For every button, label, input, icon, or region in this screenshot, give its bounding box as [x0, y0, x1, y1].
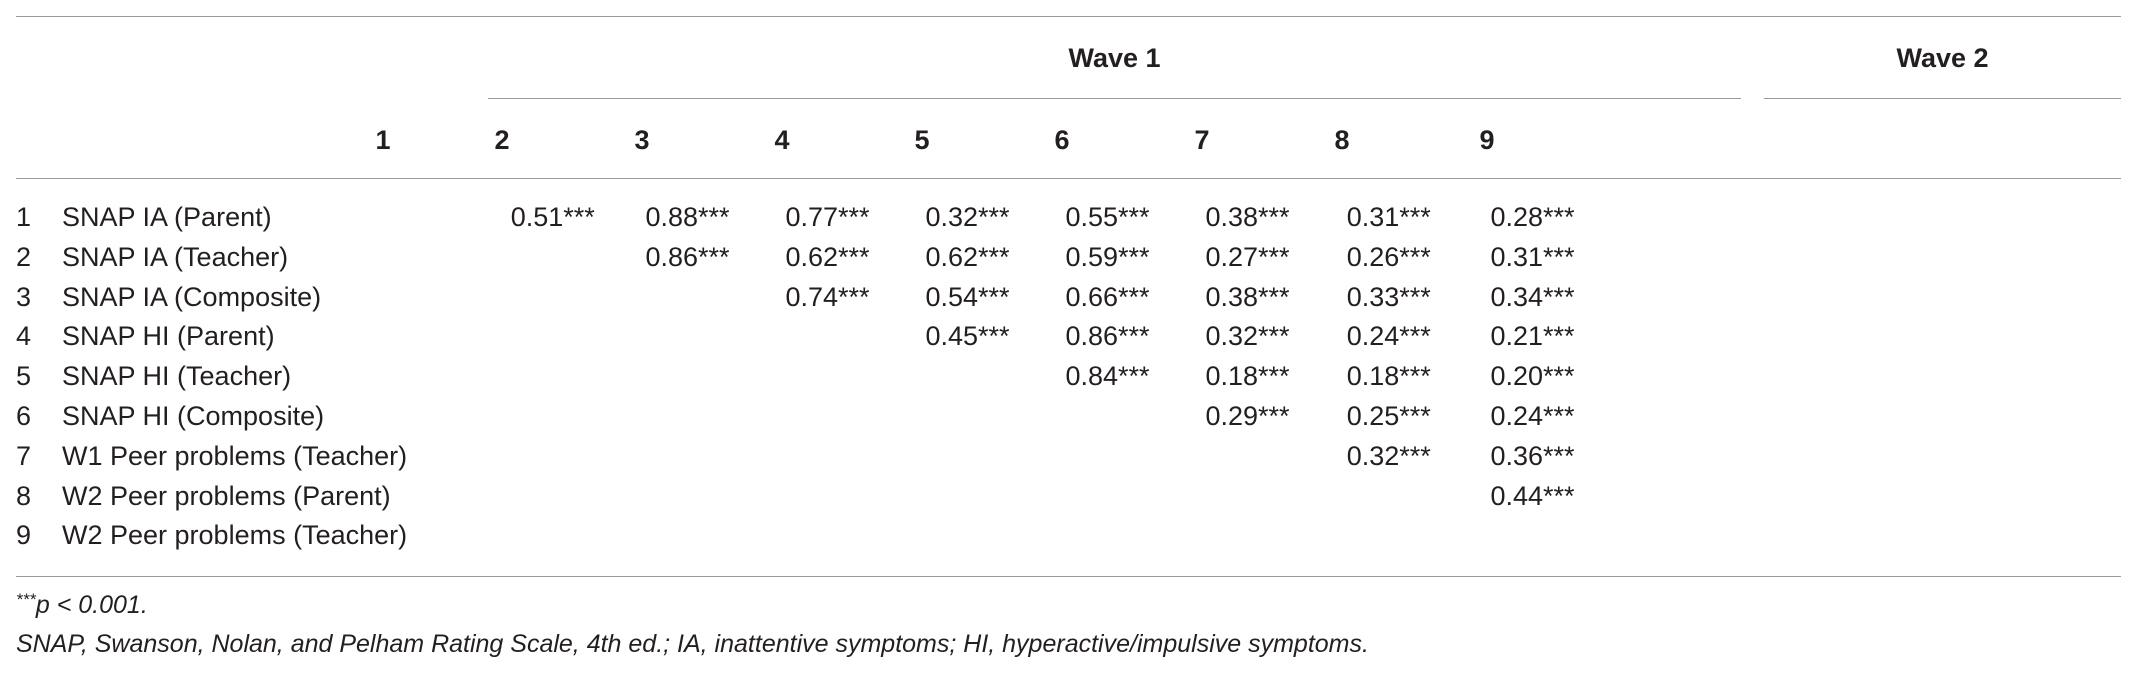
correlation-cell: 0.45***	[925, 321, 1010, 352]
correlation-cell	[488, 238, 618, 278]
correlation-cell: 0.77***	[785, 202, 870, 232]
column-header-1: 1	[375, 125, 391, 155]
table-row	[16, 516, 1605, 556]
column-header-6: 6	[1054, 125, 1070, 155]
significance-text: p < 0.001.	[35, 591, 148, 619]
correlation-cell	[1038, 397, 1178, 437]
correlation-cell: 0.62***	[925, 241, 1010, 272]
row-label: SNAP HI (Parent)	[62, 321, 275, 352]
correlation-cell	[488, 516, 618, 556]
correlation-cell: 0.38***	[1205, 202, 1290, 232]
correlation-cell: 0.32***	[1346, 440, 1431, 471]
correlation-cell	[898, 516, 1038, 556]
correlation-cell	[1038, 516, 1178, 556]
correlation-cell: 0.18***	[1346, 361, 1431, 392]
correlation-cell: 0.55***	[1065, 202, 1150, 232]
correlation-cell: 0.38***	[1205, 281, 1290, 312]
correlation-cell: 0.54***	[925, 281, 1010, 312]
table-row	[16, 278, 1605, 318]
column-header-4: 4	[774, 125, 790, 155]
correlation-cell: 0.86***	[645, 241, 730, 272]
table-top-rule	[16, 16, 2121, 17]
abbreviation-note: SNAP, Swanson, Nolan, and Pelham Rating Scale, 4th ed.; IA, inattentive symptoms; HI, hyperactive/impulsive symptoms.	[16, 630, 1369, 658]
correlation-cell	[488, 397, 618, 437]
correlation-cell	[618, 397, 758, 437]
correlation-cell	[758, 477, 898, 517]
correlation-cell: 0.24***	[1346, 321, 1431, 352]
significance-note	[16, 586, 1369, 625]
correlation-cell: 0.32***	[1205, 321, 1290, 352]
table-row	[16, 437, 1605, 477]
correlation-cell	[758, 317, 898, 357]
correlation-cell	[618, 317, 758, 357]
correlation-cell: 0.66***	[1065, 281, 1150, 312]
correlation-cell: 0.36***	[1490, 440, 1575, 471]
wave-1-header: Wave 1	[1068, 43, 1161, 73]
correlation-cell	[898, 397, 1038, 437]
correlation-cell	[1038, 437, 1178, 477]
correlation-cell	[618, 357, 758, 397]
correlation-cell: 0.74***	[785, 281, 870, 312]
table-body	[16, 198, 1605, 556]
row-number: 1	[16, 202, 32, 232]
correlation-cell: 0.26***	[1346, 241, 1431, 272]
row-number: 7	[16, 440, 32, 471]
correlation-cell: 0.18***	[1205, 361, 1290, 392]
correlation-cell: 0.31***	[1490, 241, 1575, 272]
correlation-cell: 0.21***	[1490, 321, 1575, 352]
correlation-cell	[758, 397, 898, 437]
table-row	[16, 198, 1605, 238]
wave-1-span-rule	[488, 98, 1741, 99]
correlation-cell	[1178, 477, 1318, 517]
table-row	[16, 477, 1605, 517]
correlation-cell: 0.84***	[1065, 361, 1150, 392]
row-label: SNAP HI (Composite)	[62, 400, 325, 431]
correlation-cell: 0.44***	[1490, 480, 1575, 511]
correlation-cell	[1178, 437, 1318, 477]
correlation-cell	[758, 437, 898, 477]
row-number: 8	[16, 480, 32, 511]
row-number: 6	[16, 400, 32, 431]
row-label: SNAP HI (Teacher)	[62, 361, 292, 392]
correlation-cell: 0.59***	[1065, 241, 1150, 272]
row-number: 4	[16, 321, 32, 352]
table-row	[16, 238, 1605, 278]
correlation-cell: 0.29***	[1205, 400, 1290, 431]
correlation-cell: 0.62***	[785, 241, 870, 272]
correlation-cell: 0.51***	[510, 202, 595, 232]
table-bottom-rule	[16, 576, 2121, 577]
table-row	[16, 357, 1605, 397]
row-number: 5	[16, 361, 32, 392]
column-header-8: 8	[1334, 125, 1350, 155]
column-header-2: 2	[494, 125, 510, 155]
row-number: 3	[16, 281, 32, 312]
row-label: SNAP IA (Parent)	[62, 202, 272, 232]
table-row	[16, 317, 1605, 357]
correlation-cell: 0.31***	[1346, 202, 1431, 232]
table-footnotes	[16, 586, 1369, 664]
row-label: W2 Peer problems (Teacher)	[62, 520, 408, 551]
correlation-cell	[618, 477, 758, 517]
correlation-cell: 0.33***	[1346, 281, 1431, 312]
correlation-cell: 0.86***	[1065, 321, 1150, 352]
correlation-cell	[1038, 477, 1178, 517]
correlation-cell	[488, 278, 618, 318]
correlation-cell	[618, 278, 758, 318]
correlation-cell: 0.88***	[645, 202, 730, 232]
correlation-cell	[758, 516, 898, 556]
column-header-7: 7	[1194, 125, 1210, 155]
row-label: SNAP IA (Teacher)	[62, 241, 289, 272]
correlation-cell	[1318, 477, 1461, 517]
column-header-9: 9	[1479, 125, 1495, 155]
correlation-cell	[758, 357, 898, 397]
correlation-cell	[618, 516, 758, 556]
correlation-cell	[898, 357, 1038, 397]
correlation-cell	[488, 357, 618, 397]
correlation-cell	[618, 437, 758, 477]
correlation-cell: 0.34***	[1490, 281, 1575, 312]
correlation-cell: 0.28***	[1490, 202, 1575, 232]
correlation-cell	[898, 437, 1038, 477]
correlation-cell	[1460, 516, 1605, 556]
wave-2-span-rule	[1764, 98, 2121, 99]
correlation-cell	[488, 437, 618, 477]
correlation-cell: 0.24***	[1490, 400, 1575, 431]
correlation-cell	[488, 317, 618, 357]
significance-marker: ***	[16, 590, 36, 609]
correlation-cell: 0.20***	[1490, 361, 1575, 392]
row-label: W2 Peer problems (Parent)	[62, 480, 391, 511]
wave-2-header: Wave 2	[1896, 43, 1989, 73]
correlation-cell	[1178, 516, 1318, 556]
table-row	[16, 397, 1605, 437]
correlation-cell	[898, 477, 1038, 517]
row-label: W1 Peer problems (Teacher)	[62, 440, 408, 471]
row-number: 9	[16, 520, 32, 551]
column-header-5: 5	[914, 125, 930, 155]
correlation-cell	[1318, 516, 1461, 556]
correlation-cell	[488, 477, 618, 517]
header-bottom-rule	[16, 178, 2121, 179]
correlation-cell: 0.32***	[925, 202, 1010, 232]
correlation-cell: 0.27***	[1205, 241, 1290, 272]
correlation-cell: 0.25***	[1346, 400, 1431, 431]
column-header-3: 3	[634, 125, 650, 155]
row-number: 2	[16, 241, 32, 272]
row-label: SNAP IA (Composite)	[62, 281, 322, 312]
